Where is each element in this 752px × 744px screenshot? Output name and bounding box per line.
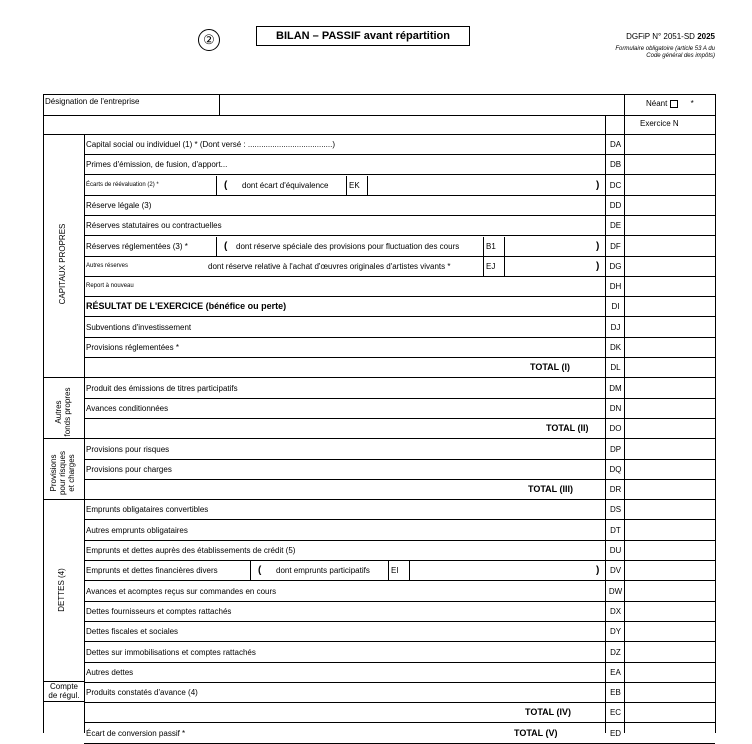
row-label: Avances et acomptes reçus sur commandes en cours xyxy=(86,587,277,596)
row-label: Emprunts et dettes financières divers xyxy=(86,566,218,575)
neant-star: * xyxy=(690,99,694,108)
open-paren: ( xyxy=(224,241,228,252)
value-field-dm[interactable] xyxy=(626,379,714,398)
row-ds xyxy=(84,500,623,520)
value-field-dg[interactable] xyxy=(626,257,714,276)
form-id-text: DGFiP N° 2051-SD xyxy=(626,32,695,41)
form-title: BILAN – PASSIF avant répartition xyxy=(256,26,470,46)
neant-text: Néant xyxy=(646,99,668,108)
total-label: TOTAL (V) xyxy=(514,728,558,738)
row-code: DY xyxy=(609,627,622,636)
value-field-dq[interactable] xyxy=(626,460,714,479)
row-code: DM xyxy=(609,384,622,393)
subcode: EJ xyxy=(486,262,496,271)
row-ea xyxy=(84,663,623,683)
designation-field[interactable] xyxy=(220,95,622,114)
value-field-db[interactable] xyxy=(626,155,714,174)
value-field-dz[interactable] xyxy=(626,643,714,662)
row-dy xyxy=(84,622,623,642)
value-field-dh[interactable] xyxy=(626,277,714,296)
form-note xyxy=(580,46,715,60)
value-field-dw[interactable] xyxy=(626,582,714,601)
row-label: Réserves statutaires ou contractuelles xyxy=(86,221,222,230)
total-label: TOTAL (IV) xyxy=(525,707,571,717)
row-code: DE xyxy=(609,221,622,230)
value-field-ec[interactable] xyxy=(626,703,714,722)
close-paren: ) xyxy=(596,241,600,252)
value-field-dk[interactable] xyxy=(626,338,714,357)
value-field-du[interactable] xyxy=(626,541,714,560)
row-code: DN xyxy=(609,404,622,413)
total-label: TOTAL (III) xyxy=(528,484,573,494)
section-provisions-line3: et charges xyxy=(67,454,76,492)
value-row-line xyxy=(605,316,715,317)
value-field-ds[interactable] xyxy=(626,500,714,519)
row-dr xyxy=(84,480,623,500)
sub-label: dont réserve relative à l'achat d'œuvres originales d'artistes vivants * xyxy=(208,262,451,271)
row-code: DA xyxy=(609,140,622,149)
row-dj xyxy=(84,318,623,338)
row-dn xyxy=(84,399,623,419)
row-label: Subventions d'investissement xyxy=(86,323,192,332)
row-label: Écart de conversion passif * xyxy=(86,729,186,738)
row-label: Produits constatés d'avance (4) xyxy=(86,688,198,697)
subcode-divider-left xyxy=(388,561,389,580)
close-paren: ) xyxy=(596,180,600,191)
section-autres-fonds-line2: fonds propres xyxy=(63,387,72,437)
row-label: Provisions réglementées * xyxy=(86,343,179,352)
row-da xyxy=(84,135,623,155)
section-compte-regul xyxy=(44,682,84,700)
row-code: EC xyxy=(609,708,622,717)
row-code: DW xyxy=(608,587,623,596)
row-do xyxy=(84,419,623,439)
row-dq xyxy=(84,460,623,480)
row-label: Avances conditionnées xyxy=(86,404,169,413)
row-code: DP xyxy=(609,445,622,454)
value-field-df[interactable] xyxy=(626,237,714,256)
subcode-field[interactable] xyxy=(410,561,590,580)
row-label: Autres emprunts obligataires xyxy=(86,526,188,535)
value-row-line xyxy=(605,580,715,581)
value-field-dc[interactable] xyxy=(626,176,714,195)
subcode-field[interactable] xyxy=(505,257,590,276)
value-field-dx[interactable] xyxy=(626,602,714,621)
row-code: EB xyxy=(610,688,621,697)
section-provisions-line2: pour risques xyxy=(58,450,67,496)
value-field-dp[interactable] xyxy=(626,440,714,459)
row-dz xyxy=(84,643,623,663)
row-du xyxy=(84,541,623,561)
row-label: Autres dettes xyxy=(86,668,134,677)
section-compte-regul-line1: Compte xyxy=(49,682,78,691)
row-dp xyxy=(84,440,623,460)
row-code: DX xyxy=(609,607,622,616)
neant-label xyxy=(646,99,694,108)
value-field-dr[interactable] xyxy=(626,480,714,499)
value-field-de[interactable] xyxy=(626,216,714,235)
value-row-line xyxy=(605,438,715,439)
sub-divider xyxy=(250,561,251,580)
row-label: Report à nouveau xyxy=(86,283,134,289)
row-code: DJ xyxy=(610,323,621,332)
section-separator-5 xyxy=(43,701,84,702)
row-dd xyxy=(84,196,623,216)
row-code: DD xyxy=(609,201,622,210)
sub-label: dont réserve spéciale des provisions pour fluctuation des cours xyxy=(236,242,460,251)
row-label: Provisions pour charges xyxy=(86,465,172,474)
sub-label: dont emprunts participatifs xyxy=(276,566,370,575)
section-compte-regul-line2: de régul. xyxy=(48,691,80,700)
row-di xyxy=(84,297,623,317)
row-label: Autres réserves xyxy=(86,263,129,269)
value-field-dl[interactable] xyxy=(626,358,714,377)
row-label: Primes d'émission, de fusion, d'apport... xyxy=(86,160,228,169)
row-df xyxy=(84,237,623,257)
section-capitaux-propres: CAPITAUX PROPRES xyxy=(58,223,67,305)
row-dt xyxy=(84,521,623,541)
row-dk xyxy=(84,338,623,358)
form-id xyxy=(600,32,715,41)
row-dw xyxy=(84,582,623,602)
row-code: DI xyxy=(611,302,620,311)
row-dx xyxy=(84,602,623,622)
row-code: DB xyxy=(609,160,622,169)
designation-label: Désignation de l'entreprise xyxy=(45,97,140,106)
frame-left-line xyxy=(43,94,44,733)
value-row-line xyxy=(605,377,715,378)
row-code: DH xyxy=(609,282,622,291)
value-row-line xyxy=(605,174,715,175)
row-ed xyxy=(84,724,623,744)
row-dg xyxy=(84,257,623,277)
value-field-dt[interactable] xyxy=(626,521,714,540)
designation-bottom-line xyxy=(43,115,715,116)
row-label: Réserve légale (3) xyxy=(86,201,152,210)
row-code: DO xyxy=(609,424,622,433)
value-row-line xyxy=(605,722,715,723)
neant-checkbox[interactable] xyxy=(670,100,678,108)
row-db xyxy=(84,155,623,175)
row-code: DQ xyxy=(609,465,622,474)
section-provisions xyxy=(49,443,77,503)
value-field-dd[interactable] xyxy=(626,196,714,215)
value-field-do[interactable] xyxy=(626,419,714,438)
open-paren: ( xyxy=(258,565,262,576)
total-label: TOTAL (II) xyxy=(546,423,589,433)
subcode-field[interactable] xyxy=(368,176,590,195)
row-label: Dettes fournisseurs et comptes rattachés xyxy=(86,607,232,616)
value-field-ed[interactable] xyxy=(626,724,714,743)
row-code: DL xyxy=(610,363,621,372)
row-code: DV xyxy=(609,566,622,575)
value-row-line xyxy=(605,519,715,520)
row-de xyxy=(84,216,623,236)
value-field-di[interactable] xyxy=(626,297,714,316)
value-field-dj[interactable] xyxy=(626,318,714,337)
row-code: DF xyxy=(610,242,621,251)
row-code: DG xyxy=(609,262,622,271)
section-dettes: DETTES (4) xyxy=(57,568,66,612)
row-label: Réserves réglementées (3) * xyxy=(86,242,188,251)
close-paren: ) xyxy=(596,261,600,272)
row-eb xyxy=(84,683,623,703)
row-code: DS xyxy=(609,505,622,514)
row-code: DK xyxy=(609,343,622,352)
row-code: DT xyxy=(610,526,621,535)
row-label: Produit des émissions de titres participatifs xyxy=(86,384,238,393)
row-dl xyxy=(84,358,623,378)
subcode-divider-left xyxy=(346,176,347,195)
row-label: Provisions pour risques xyxy=(86,445,170,454)
frame-right-line xyxy=(715,94,716,733)
value-field-da[interactable] xyxy=(626,135,714,154)
row-label: Capital social ou individuel (1) * (Dont versé : ......................................) xyxy=(86,140,335,149)
section-separator-1 xyxy=(43,377,84,378)
row-label: Emprunts obligataires convertibles xyxy=(86,505,209,514)
form-note-line1: Formulaire obligatoire (article 53 A du xyxy=(615,46,715,52)
row-label: RÉSULTAT DE L'EXERCICE (bénéfice ou perte) xyxy=(86,301,287,311)
value-field-dv[interactable] xyxy=(626,561,714,580)
subcode: EI xyxy=(391,566,399,575)
subcode-divider-left xyxy=(483,257,484,276)
row-code: ED xyxy=(609,729,622,738)
row-dm xyxy=(84,379,623,399)
section-provisions-line1: Provisions xyxy=(49,454,58,492)
value-field-ea[interactable] xyxy=(626,663,714,682)
open-paren: ( xyxy=(224,180,228,191)
section-autres-fonds-line1: Autres xyxy=(54,400,63,424)
row-code: DZ xyxy=(610,648,621,657)
form-year: 2025 xyxy=(697,32,715,41)
total-label: TOTAL (I) xyxy=(530,362,570,372)
page-number-circle: ② xyxy=(198,29,220,51)
close-paren: ) xyxy=(596,565,600,576)
row-code: DU xyxy=(609,546,622,555)
row-code: DC xyxy=(609,181,622,190)
row-label: Dettes fiscales et sociales xyxy=(86,627,179,636)
value-row-line xyxy=(605,641,715,642)
sub-divider xyxy=(216,237,217,256)
row-label: Dettes sur immobilisations et comptes rattachés xyxy=(86,648,256,657)
value-field-eb[interactable] xyxy=(626,683,714,702)
row-code: EA xyxy=(610,668,621,677)
row-dh xyxy=(84,277,623,297)
value-field-dy[interactable] xyxy=(626,622,714,641)
row-label: Écarts de réévaluation (2) * xyxy=(86,182,159,188)
row-dc xyxy=(84,176,623,196)
row-ec xyxy=(84,703,623,723)
subcode: EK xyxy=(349,181,360,190)
section-autres-fonds xyxy=(54,384,74,440)
row-dv xyxy=(84,561,623,581)
row-label: Emprunts et dettes auprès des établissements de crédit (5) xyxy=(86,546,296,555)
value-row-line xyxy=(605,235,715,236)
sub-label: dont écart d'équivalence xyxy=(242,181,329,190)
exercice-header: Exercice N xyxy=(640,119,679,128)
sub-divider xyxy=(216,176,217,195)
form-note-line2: Code général des impôts) xyxy=(646,53,715,59)
subcode: B1 xyxy=(486,242,496,251)
row-code: DR xyxy=(609,485,622,494)
value-field-dn[interactable] xyxy=(626,399,714,418)
subcode-field[interactable] xyxy=(505,237,590,256)
subcode-divider-left xyxy=(483,237,484,256)
